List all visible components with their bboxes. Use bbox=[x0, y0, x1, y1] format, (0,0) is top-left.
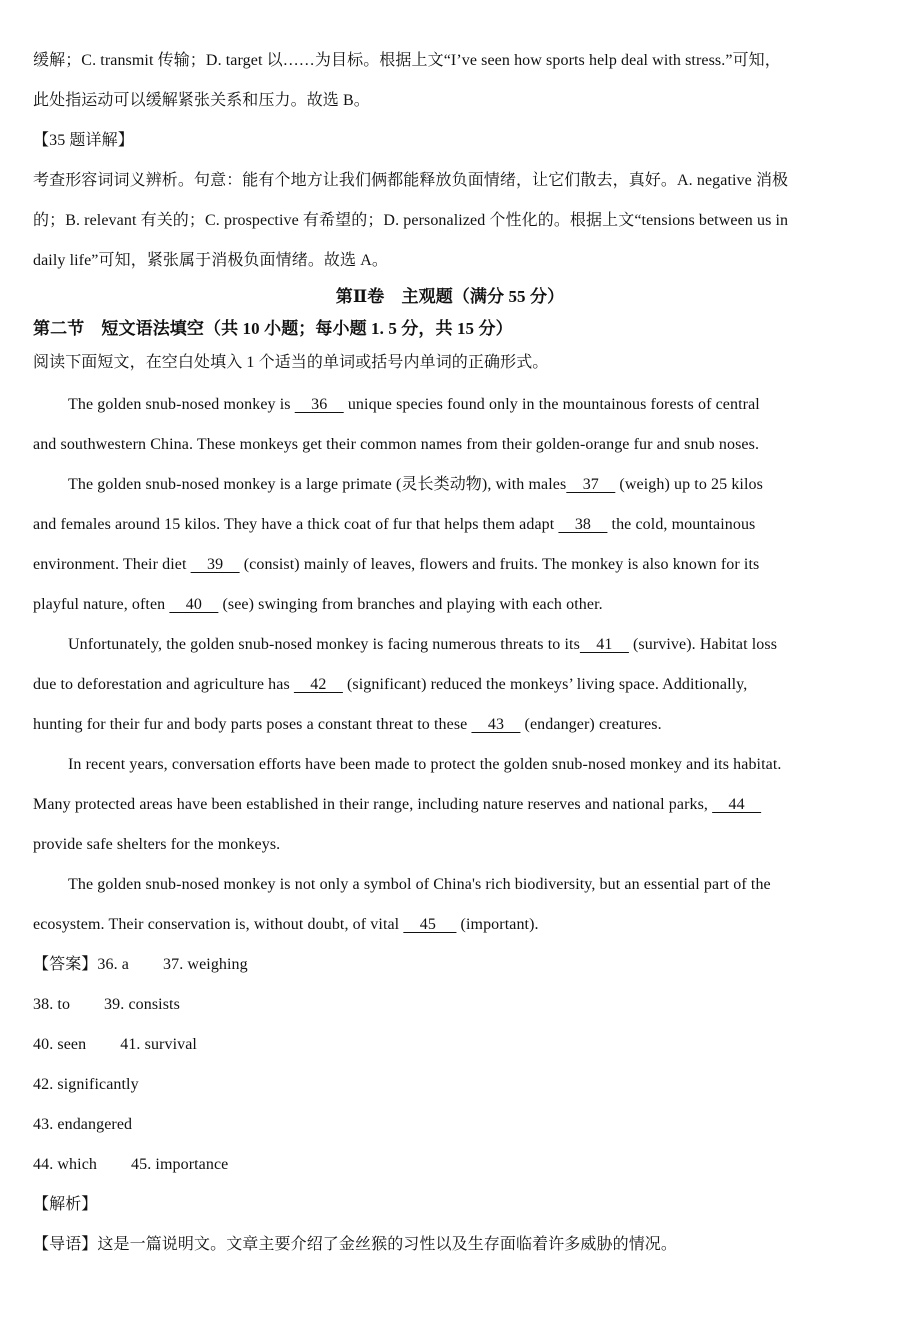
answer-40: 40. seen bbox=[33, 1036, 87, 1053]
blank-44[interactable]: 44 bbox=[712, 796, 762, 813]
blank-39[interactable]: 39 bbox=[190, 556, 240, 573]
text-line-3: 考查形容词词义辨析。句意：能有个地方让我们俩都能释放负面情绪，让它们散去，真好。A. negative 消极 bbox=[33, 172, 789, 189]
answer-44: 44. which bbox=[33, 1156, 98, 1173]
answer-39: 39. consists bbox=[104, 996, 180, 1013]
analysis-guide: 【导语】这是一篇说明文。文章主要介绍了金丝猴的习性以及生存面临着许多威胁的情况。 bbox=[33, 1236, 678, 1253]
passage-line: The golden snub-nosed monkey is 36 unique species found only in the mountainous forests of central bbox=[68, 394, 873, 416]
passage-line: and females around 15 kilos. They have a thick coat of fur that helps them adapt 38 the cold, mountainous bbox=[33, 514, 873, 536]
answer-36: 36. a bbox=[97, 956, 130, 973]
blank-38[interactable]: 38 bbox=[558, 516, 608, 533]
passage-line: and southwestern China. These monkeys get their common names from their golden-orange fur and snub noses. bbox=[33, 436, 760, 453]
answer-line bbox=[33, 994, 873, 1016]
passage-line: The golden snub-nosed monkey is a large primate (灵长类动物), with males 37 (weigh) up to 25 kilos bbox=[68, 474, 873, 496]
passage-line: environment. Their diet 39 (consist) mainly of leaves, flowers and fruits. The monkey is also known for its bbox=[33, 554, 873, 576]
passage-line: Unfortunately, the golden snub-nosed monkey is facing numerous threats to its 41 (survive). Habitat loss bbox=[68, 634, 873, 656]
answer-line bbox=[33, 1034, 873, 1056]
answer-line bbox=[33, 954, 873, 976]
answer-45: 45. importance bbox=[131, 1156, 229, 1173]
text-line-2: 此处指运动可以缓解紧张关系和压力。故选 B。 bbox=[33, 92, 370, 109]
passage-line: hunting for their fur and body parts poses a constant threat to these 43 (endanger) creatures. bbox=[33, 714, 873, 736]
passage-line: provide safe shelters for the monkeys. bbox=[33, 836, 281, 853]
passage-line: due to deforestation and agriculture has 42 (significant) reduced the monkeys’ living space. Additionally, bbox=[33, 674, 873, 696]
answer-37: 37. weighing bbox=[163, 956, 248, 973]
blank-43[interactable]: 43 bbox=[471, 716, 521, 733]
question-35-heading: 【35 题详解】 bbox=[33, 132, 134, 149]
passage-line: playful nature, often 40 (see) swinging from branches and playing with each other. bbox=[33, 594, 873, 616]
blank-40[interactable]: 40 bbox=[169, 596, 219, 613]
text-line-1: 缓解；C. transmit 传输；D. target 以……为目标。根据上文“I’ve seen how sports help deal with stress.”可知， bbox=[33, 52, 781, 69]
section-2-title: 第二节 短文语法填空（共 10 小题；每小题 1. 5 分，共 15 分） bbox=[33, 319, 513, 338]
blank-36[interactable]: 36 bbox=[294, 396, 344, 413]
instructions: 阅读下面短文，在空白处填入 1 个适当的单词或括号内单词的正确形式。 bbox=[33, 354, 549, 371]
text-line-5: daily life”可知，紧张属于消极负面情绪。故选 A。 bbox=[33, 252, 388, 269]
answer-label: 【答案】 bbox=[33, 956, 98, 973]
answer-43: 43. endangered bbox=[33, 1116, 133, 1133]
answer-42: 42. significantly bbox=[33, 1076, 139, 1093]
analysis-heading: 【解析】 bbox=[33, 1196, 98, 1213]
blank-42[interactable]: 42 bbox=[293, 676, 343, 693]
passage-line: ecosystem. Their conservation is, without doubt, of vital 45 (important). bbox=[33, 914, 873, 936]
text-line-4: 的；B. relevant 有关的；C. prospective 有希望的；D. personalized 个性化的。根据上文“tensions between us in bbox=[33, 212, 789, 229]
answer-38: 38. to bbox=[33, 996, 71, 1013]
passage-line: The golden snub-nosed monkey is not only a symbol of China's rich biodiversity, but an essential part of the bbox=[68, 876, 771, 893]
blank-41[interactable]: 41 bbox=[579, 636, 629, 653]
passage-line: In recent years, conversation efforts have been made to protect the golden snub-nosed monkey and its habitat. bbox=[68, 756, 782, 773]
answer-41: 41. survival bbox=[120, 1036, 197, 1053]
volume-2-title: 第Ⅱ卷 主观题（满分 55 分） bbox=[335, 287, 565, 306]
blank-45[interactable]: 45 bbox=[403, 916, 457, 933]
passage-line: Many protected areas have been established in their range, including nature reserves and national parks, 44 bbox=[33, 794, 873, 816]
blank-37[interactable]: 37 bbox=[566, 476, 616, 493]
answer-line bbox=[33, 1154, 873, 1176]
